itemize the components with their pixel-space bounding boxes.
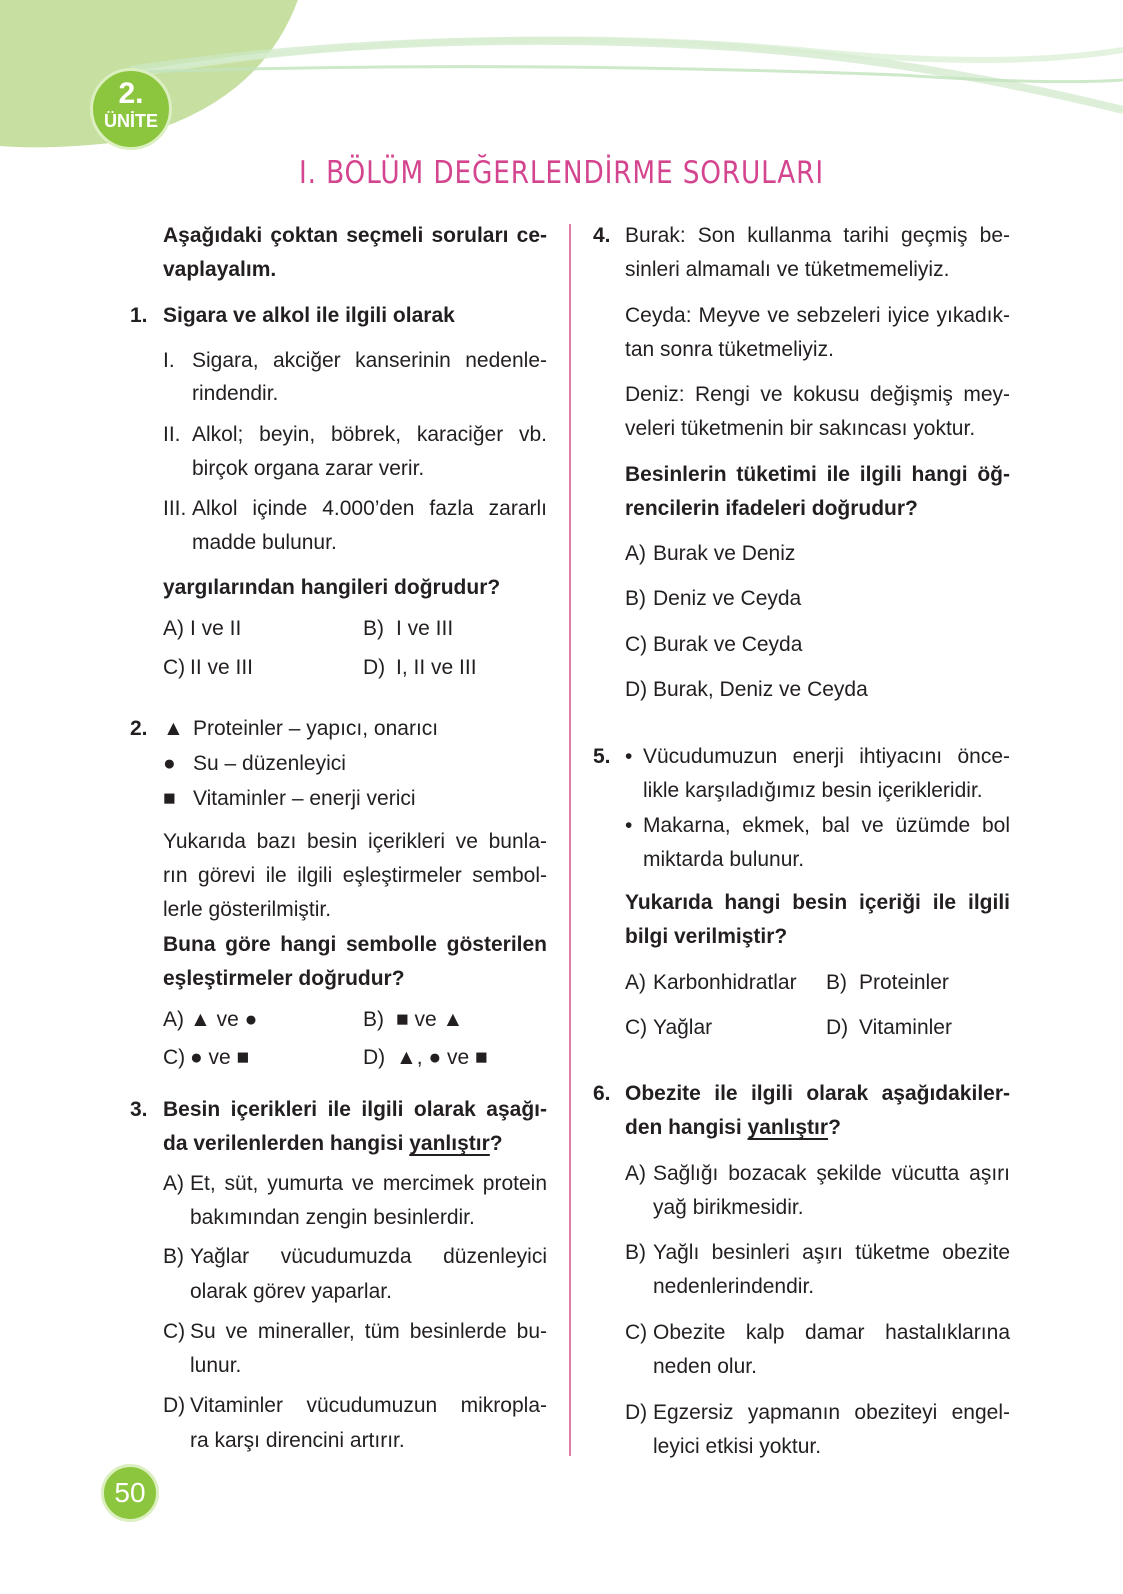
unit-badge: [90, 68, 172, 150]
option-letter: A): [163, 1172, 184, 1195]
option-text: Obezite kalp damar hastalıklarına: [653, 1321, 1010, 1344]
statement-line: Deniz: Rengi ve kokusu değişmiş mey-: [625, 383, 1010, 406]
option-text: leyici etkisi yoktur.: [653, 1435, 822, 1458]
instructions-line: vaplayalım.: [163, 258, 277, 281]
option-text: Vitaminler vücudumuzun mikropla-: [190, 1394, 547, 1417]
column-divider: [569, 224, 571, 1456]
question-number: 5.: [593, 745, 611, 768]
statement-line: Burak: Son kullanma tarihi geçmiş be-: [625, 224, 1010, 247]
question-prompt: Yukarıda hangi besin içeriği ile ilgili: [625, 891, 1010, 914]
bullet-icon: •: [625, 814, 633, 837]
option-letter: D): [363, 656, 386, 679]
option-text: I ve III: [396, 617, 454, 640]
stem-text: da verilenlerden hangisi: [163, 1132, 410, 1155]
item-label: III.: [163, 497, 187, 520]
option-text: I, II ve III: [396, 656, 477, 679]
option-text: ■ ve ▲: [396, 1008, 464, 1031]
option-letter: B): [363, 617, 384, 640]
option-letter: C): [163, 1046, 186, 1069]
pair-text: Vitaminler – enerji verici: [193, 787, 416, 810]
option-letter: C): [163, 1320, 186, 1343]
question-number: 2.: [130, 717, 148, 740]
symbol-icon: ■: [163, 787, 176, 810]
item-text: Sigara, akciğer kanserinin nedenle-: [192, 349, 547, 372]
paragraph-line: lerle gösterilmiştir.: [163, 898, 332, 921]
option-text: Et, süt, yumurta ve mercimek protein: [190, 1172, 547, 1195]
unit-number: 2.: [118, 77, 144, 110]
option-letter: B): [163, 1245, 184, 1268]
stem-text: ?: [828, 1116, 841, 1139]
stem-text: den hangisi: [625, 1116, 748, 1139]
bullet-icon: •: [625, 745, 633, 768]
emphasis-word: yanlıştır: [747, 1116, 829, 1139]
option-letter: A): [625, 542, 646, 565]
option-letter: A): [625, 971, 646, 994]
item-text: birçok organa zarar verir.: [192, 457, 425, 480]
option-letter: B): [625, 587, 646, 610]
page-title: I. BÖLÜM DEĞERLENDİRME SORULARI: [299, 155, 824, 191]
page-number: 50: [101, 1464, 159, 1522]
item-text: Alkol içinde 4.000’den fazla zararlı: [192, 497, 547, 520]
option-letter: A): [163, 1008, 184, 1031]
option-text: Sağlığı bozacak şekilde vücutta aşırı: [653, 1162, 1010, 1185]
statement-line: tan sonra tüketmeliyiz.: [625, 338, 834, 361]
option-text: ● ve ■: [190, 1046, 250, 1069]
item-text: rindendir.: [192, 382, 279, 405]
option-text: olarak görev yaparlar.: [190, 1280, 392, 1303]
option-text: Yağlı besinleri aşırı tüketme obezite: [653, 1241, 1010, 1264]
option-text: nedenlerindendir.: [653, 1275, 815, 1298]
option-letter: D): [625, 1401, 648, 1424]
option-text: Su ve mineraller, tüm besinlerde bu-: [190, 1320, 547, 1343]
option-text: lunur.: [190, 1354, 242, 1377]
bullet-text: Makarna, ekmek, bal ve üzümde bol: [643, 814, 1010, 837]
statement-line: veleri tüketmenin bir sakıncası yoktur.: [625, 417, 976, 440]
question-prompt: yargılarından hangileri doğrudur?: [163, 576, 501, 599]
statement-line: sinleri almamalı ve tüketmemeliyiz.: [625, 258, 950, 281]
paragraph-line: rın görevi ile ilgili eşleştirmeler sembol-: [163, 864, 547, 887]
option-text: II ve III: [190, 656, 254, 679]
item-text: madde bulunur.: [192, 531, 337, 554]
question-stem: Sigara ve alkol ile ilgili olarak: [163, 304, 455, 327]
question-prompt: Buna göre hangi sembolle gösterilen: [163, 933, 547, 956]
option-letter: C): [625, 1016, 648, 1039]
stem-text: ?: [489, 1132, 503, 1155]
question-stem: Besin içerikleri ile ilgili olarak aşağı-: [163, 1098, 547, 1121]
instructions-line: Aşağıdaki çoktan seçmeli soruları ce-: [163, 224, 547, 247]
option-letter: C): [163, 656, 186, 679]
option-letter: C): [625, 633, 648, 656]
option-letter: B): [826, 971, 847, 994]
question-prompt: Besinlerin tüketimi ile ilgili hangi öğ-: [625, 463, 1010, 486]
option-letter: C): [625, 1321, 648, 1344]
question-number: 6.: [593, 1082, 611, 1105]
option-letter: B): [625, 1241, 646, 1264]
statement-line: Ceyda: Meyve ve sebzeleri iyice yıkadık-: [625, 304, 1010, 327]
option-text: Vitaminler: [859, 1016, 952, 1039]
option-text: Burak ve Ceyda: [653, 633, 803, 656]
option-text: Deniz ve Ceyda: [653, 587, 802, 610]
bullet-text: likle karşıladığımız besin içerikleridir.: [643, 779, 983, 802]
option-letter: D): [163, 1394, 186, 1417]
option-text: Yağlar vücudumuzda düzenleyici: [190, 1245, 547, 1268]
item-label: II.: [163, 423, 181, 446]
question-number: 3.: [130, 1098, 148, 1121]
option-letter: D): [826, 1016, 849, 1039]
option-text: bakımından zengin besinlerdir.: [190, 1206, 475, 1229]
item-text: Alkol; beyin, böbrek, karaciğer vb.: [192, 423, 547, 446]
unit-label: ÜNİTE: [104, 111, 158, 131]
question-prompt: bilgi verilmiştir?: [625, 925, 788, 948]
pair-text: Proteinler – yapıcı, onarıcı: [193, 717, 439, 740]
option-text: neden olur.: [653, 1355, 757, 1378]
option-text: Egzersiz yapmanın obeziteyi engel-: [653, 1401, 1010, 1424]
option-text: ▲ ve ●: [190, 1008, 258, 1031]
option-letter: A): [625, 1162, 646, 1185]
question-number: 4.: [593, 224, 611, 247]
option-text: Proteinler: [859, 971, 949, 994]
symbol-icon: ●: [163, 752, 176, 775]
option-text: ▲, ● ve ■: [396, 1046, 488, 1069]
question-number: 1.: [130, 304, 148, 327]
option-text: yağ birikmesidir.: [653, 1196, 804, 1219]
option-text: Yağlar: [653, 1016, 713, 1039]
question-prompt: rencilerin ifadeleri doğrudur?: [625, 497, 918, 520]
option-letter: B): [363, 1008, 384, 1031]
option-text: ra karşı direncini artırır.: [190, 1429, 405, 1452]
item-label: I.: [163, 349, 175, 372]
question-stem: [163, 1128, 547, 1160]
question-stem: [625, 1112, 1010, 1144]
option-text: I ve II: [190, 617, 242, 640]
paragraph-line: Yukarıda bazı besin içerikleri ve bunla-: [163, 830, 547, 853]
bullet-text: miktarda bulunur.: [643, 848, 805, 871]
option-text: Burak, Deniz ve Ceyda: [653, 678, 868, 701]
pair-text: Su – düzenleyici: [193, 752, 346, 775]
bullet-text: Vücudumuzun enerji ihtiyacını önce-: [643, 745, 1010, 768]
symbol-icon: ▲: [163, 717, 184, 740]
option-letter: A): [163, 617, 184, 640]
question-stem: Obezite ile ilgili olarak aşağıdakiler-: [625, 1082, 1010, 1105]
option-text: Karbonhidratlar: [653, 971, 797, 994]
option-letter: D): [625, 678, 648, 701]
option-letter: D): [363, 1046, 386, 1069]
option-text: Burak ve Deniz: [653, 542, 796, 565]
emphasis-word: yanlıştır: [409, 1132, 490, 1155]
question-prompt: eşleştirmeler doğrudur?: [163, 967, 405, 990]
